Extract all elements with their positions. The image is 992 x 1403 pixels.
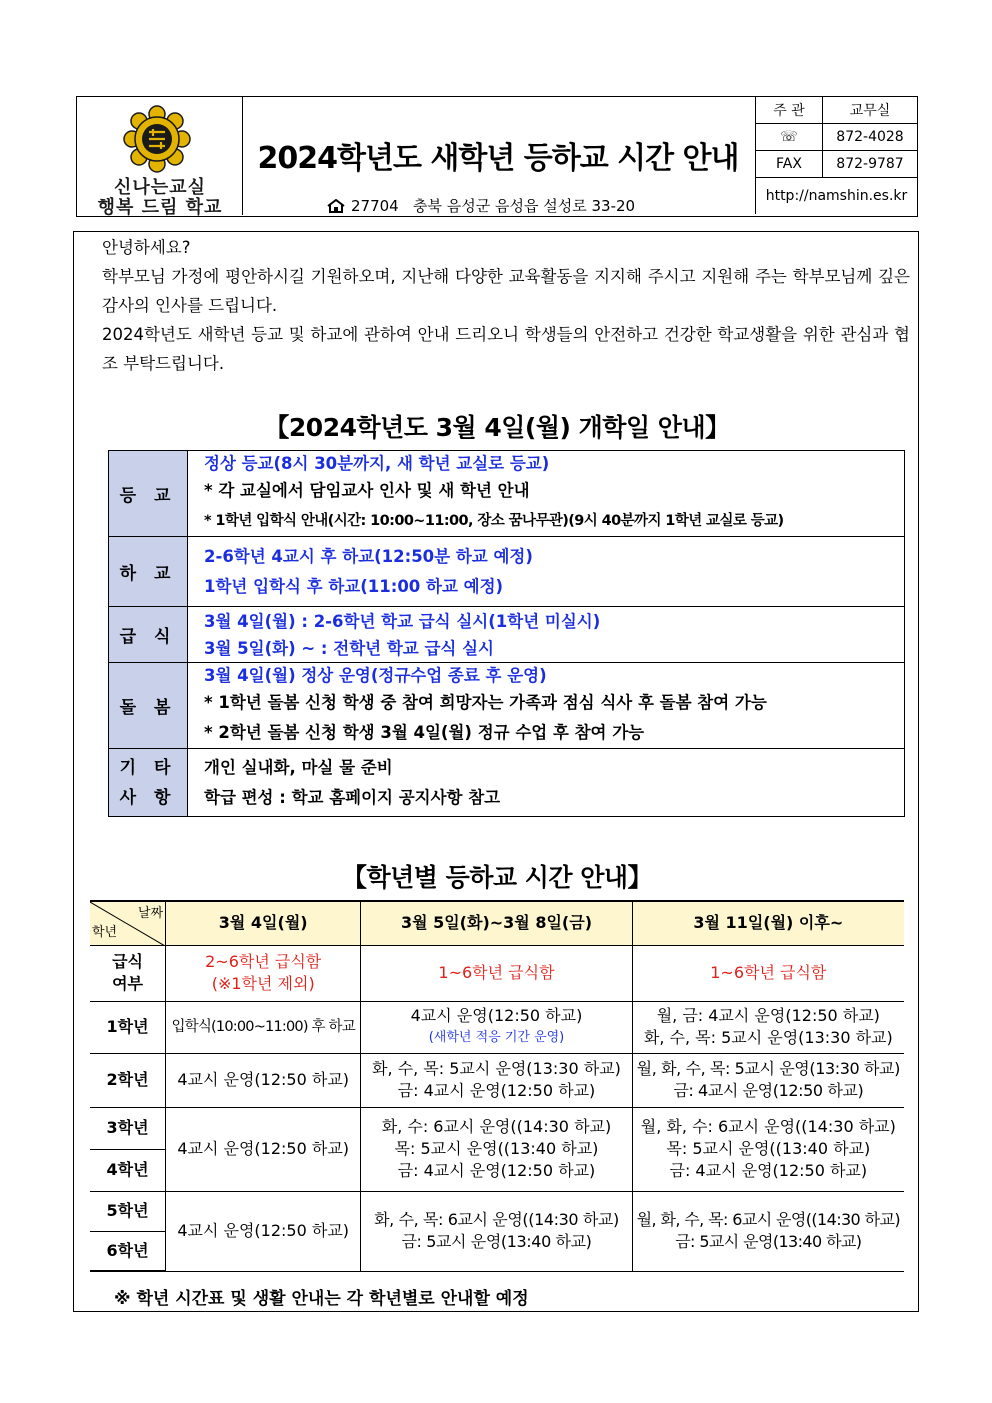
row-head-other-line1: 기 타 <box>119 757 177 778</box>
table-row <box>90 901 904 945</box>
list-item: 2-6학년 4교시 후 하교(12:50분 하교 예정) <box>204 546 533 566</box>
cell-line: 금: 4교시 운영(12:50 하교) <box>397 1161 596 1180</box>
meal-label-line1: 급식 <box>112 952 143 971</box>
schedule-cell <box>632 1001 904 1053</box>
schedule-table <box>90 900 904 1272</box>
corner-cell <box>90 901 166 945</box>
row-head-meal: 급 식 <box>109 607 188 663</box>
schedule-cell <box>361 1001 632 1053</box>
corner-date-label: 날짜 <box>137 906 164 921</box>
telephone-icon: ☏ <box>756 124 823 151</box>
cell-line: 화, 수, 목: 5교시 운영(13:30 하교) <box>372 1059 621 1078</box>
cell-line: 금: 4교시 운영(12:50 하교) <box>673 1081 864 1100</box>
childcare-content <box>188 663 905 749</box>
fax-value: 872-9787 <box>823 151 918 178</box>
list-item: 정상 등교(8시 30분까지, 새 학년 교실로 등교) <box>204 454 550 473</box>
column-header: 3월 5일(화)~3월 8일(금) <box>361 901 632 945</box>
document-title: 2024학년도 새학년 등하교 시간 안내 <box>257 141 739 176</box>
row-head-childcare: 돌 봄 <box>109 663 188 749</box>
schedule-title: 【학년별 등하교 시간 안내】 <box>341 863 653 892</box>
column-header: 3월 4일(월) <box>166 901 361 945</box>
meal-cell-line1: 2~6학년 급식함 <box>205 952 322 971</box>
table-row <box>90 1001 904 1053</box>
table-row <box>90 1053 904 1107</box>
schedule-cell <box>361 1191 632 1271</box>
row-head-other-line2: 사 항 <box>119 787 177 808</box>
list-item: 학급 편성 : 학교 홈페이지 공지사항 참고 <box>204 787 501 807</box>
table-row <box>90 1191 904 1231</box>
table-row <box>109 451 905 537</box>
table-row <box>90 1107 904 1149</box>
cell-line: 월, 화, 수, 목: 5교시 운영(13:30 하교) <box>636 1059 900 1078</box>
cell-line: 월, 금: 4교시 운영(12:50 하교) <box>656 1006 880 1025</box>
table-row <box>109 749 905 817</box>
row-head-dismissal: 하 교 <box>109 537 188 607</box>
meal-cell <box>166 945 361 1001</box>
grade-label: 2학년 <box>90 1053 166 1107</box>
schedule-cell: 4교시 운영(12:50 하교) <box>166 1191 361 1271</box>
dept-value: 교무실 <box>823 97 918 124</box>
list-item: * 2학년 돌봄 신청 학생 3월 4일(월) 정규 수업 후 참여 가능 <box>204 723 645 742</box>
table-row <box>109 537 905 607</box>
list-item: 3월 5일(화) ~ : 전학년 학교 급식 실시 <box>204 638 494 658</box>
intro-paragraph-1: 학부모님 가정에 평안하시길 기원하오며, 지난해 다양한 교육활동을 지지해 주시고 지원해 주는 학부모님께 깊은 감사의 인사를 드립니다. <box>102 267 910 315</box>
logo-slogan-line2: 행복 드림 학교 <box>97 197 223 218</box>
other-content <box>188 749 905 817</box>
table-row <box>90 945 904 1001</box>
address-text: 충북 음성군 음성읍 설성로 33-20 <box>413 197 636 215</box>
cell-line: 월, 화, 수, 목: 6교시 운영((14:30 하교) <box>636 1210 900 1229</box>
list-item: * 1학년 입학식 안내(시간: 10:00~11:00, 장소 꿈나무관)(9시 40분까지 1학년 교실로 등교) <box>204 513 784 529</box>
corner-grade-label: 학년 <box>92 924 118 940</box>
schedule-cell <box>632 1053 904 1107</box>
list-item: * 1학년 돌봄 신청 학생 중 참여 희망자는 가족과 점심 식사 후 돌봄 참여 가능 <box>204 693 767 712</box>
contact-info-table <box>755 97 917 214</box>
grade-label: 4학년 <box>90 1149 166 1191</box>
school-website-link[interactable]: http://namshin.es.kr <box>756 178 918 215</box>
schedule-cell: 4교시 운영(12:50 하교) <box>166 1107 361 1191</box>
grade-label: 1학년 <box>90 1001 166 1053</box>
table-row <box>109 663 905 749</box>
schedule-cell: 입학식(10:00~11:00) 후 하교 <box>166 1001 361 1053</box>
list-item: * 각 교실에서 담임교사 인사 및 새 학년 안내 <box>204 481 530 500</box>
meal-cell: 1~6학년 급식함 <box>361 945 632 1001</box>
dismissal-content <box>188 537 905 607</box>
grade-label: 3학년 <box>90 1107 166 1149</box>
meal-label <box>90 945 166 1001</box>
column-header: 3월 11일(월) 이후~ <box>632 901 904 945</box>
logo-slogan-line1: 신나는교실 <box>114 177 206 198</box>
opening-day-table <box>108 450 905 817</box>
school-logo-cell <box>77 97 243 218</box>
school-address <box>327 195 635 217</box>
greeting: 안녕하세요? <box>102 238 191 257</box>
footnote: ※ 학년 시간표 및 생활 안내는 각 학년별로 안내할 예정 <box>114 1289 529 1309</box>
schedule-cell <box>361 1107 632 1191</box>
list-item: 3월 4일(월) 정상 운영(정규수업 종료 후 운영) <box>204 666 547 685</box>
cell-line: 목: 5교시 운영((13:40 하교) <box>666 1139 871 1158</box>
list-item: 3월 4일(월) : 2-6학년 학교 급식 실시(1학년 미실시) <box>204 611 601 631</box>
letterhead <box>76 96 918 217</box>
school-emblem-icon <box>123 105 191 173</box>
meal-cell: 1~6학년 급식함 <box>632 945 904 1001</box>
cell-line: 금: 5교시 운영(13:40 하교) <box>675 1232 862 1251</box>
cell-line: 4교시 운영(12:50 하교) <box>410 1006 583 1025</box>
zipcode: 27704 <box>351 197 399 215</box>
list-item: 1학년 입학식 후 하교(11:00 하교 예정) <box>204 576 504 596</box>
cell-line: 월, 화, 수: 6교시 운영((14:30 하교) <box>640 1117 896 1136</box>
cell-line: 목: 5교시 운영((13:40 하교) <box>394 1139 599 1158</box>
cell-line: 화, 수: 6교시 운영((14:30 하교) <box>381 1117 612 1136</box>
meal-content <box>188 607 905 663</box>
fax-label: FAX <box>756 151 823 178</box>
schedule-cell <box>632 1107 904 1191</box>
cell-line: 화, 수, 목: 6교시 운영((14:30 하교) <box>374 1210 619 1229</box>
opening-day-title: 【2024학년도 3월 4일(월) 개학일 안내】 <box>264 413 730 442</box>
table-row <box>109 607 905 663</box>
phone-value: 872-4028 <box>823 124 918 151</box>
schedule-cell <box>632 1191 904 1271</box>
row-head-other <box>109 749 188 817</box>
meal-label-line2: 여부 <box>112 974 143 993</box>
house-icon <box>327 199 345 217</box>
grade-label: 5학년 <box>90 1191 166 1231</box>
schedule-cell <box>361 1053 632 1107</box>
cell-line: 화, 수, 목: 5교시 운영(13:30 하교) <box>643 1028 893 1047</box>
dept-label: 주 관 <box>756 97 823 124</box>
meal-cell-line2: (※1학년 제외) <box>211 974 315 993</box>
list-item: 개인 실내화, 마실 물 준비 <box>204 757 393 777</box>
intro-paragraph-2: 2024학년도 새학년 등교 및 하교에 관하여 안내 드리오니 학생들의 안전하고 건강한 학교생활을 위한 관심과 협조 부탁드립니다. <box>102 325 910 373</box>
cell-line: 금: 4교시 운영(12:50 하교) <box>397 1081 596 1100</box>
schedule-cell: 4교시 운영(12:50 하교) <box>166 1053 361 1107</box>
notice-body <box>73 231 919 1312</box>
grade-label: 6학년 <box>90 1231 166 1271</box>
cell-line: 금: 4교시 운영(12:50 하교) <box>669 1161 868 1180</box>
row-head-arrival: 등 교 <box>109 451 188 537</box>
arrival-content <box>188 451 905 537</box>
cell-line: (새학년 적응 기간 운영) <box>428 1030 565 1045</box>
cell-line: 금: 5교시 운영(13:40 하교) <box>401 1232 592 1251</box>
